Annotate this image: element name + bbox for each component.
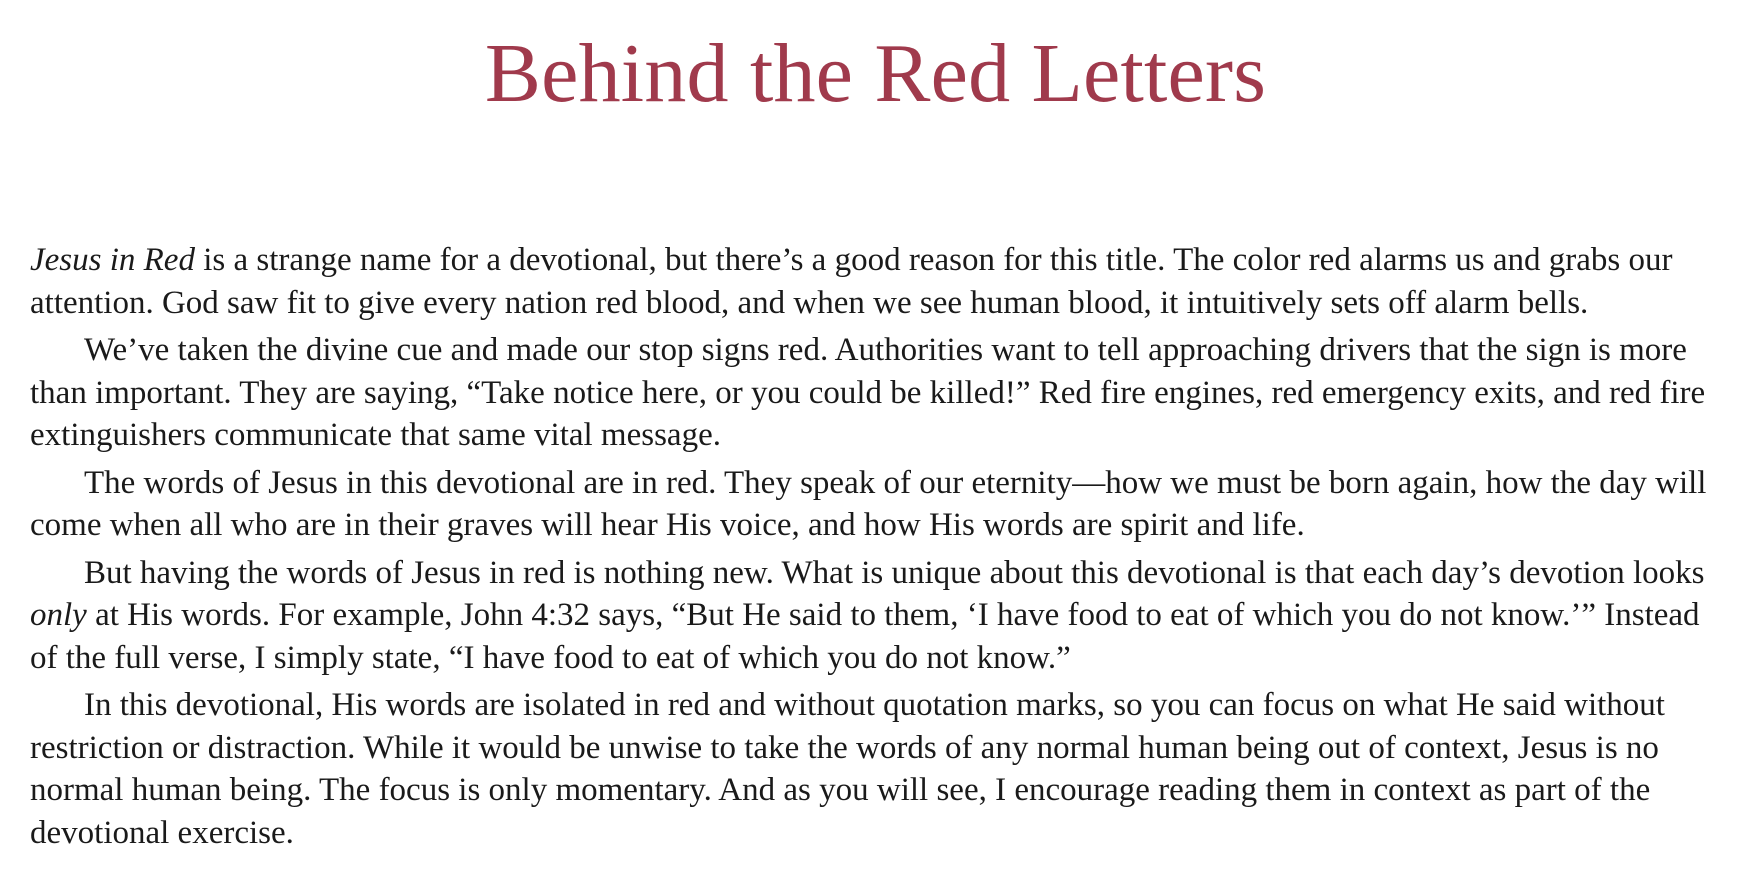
page-title: Behind the Red Letters	[484, 27, 1267, 120]
paragraph-1	[30, 239, 1721, 324]
paragraph-4-text-before: But having the words of Jesus in red is nothing new. What is unique about this devotional is that each day’s devotion looks	[84, 554, 1705, 591]
paragraph-5: In this devotional, His words are isolated in red and without quotation marks, so you can focus on what He said without restriction or distraction. While it would be unwise to take the words of any normal human being out of context, Jesus is no normal human being. The focus is only momentary. And as you will see, I encourage reading them in context as part of the devotional exercise.	[30, 687, 1665, 851]
paragraph-1-text: is a strange name for a devotional, but there’s a good reason for this title. The color red alarms us and grabs our attention. God saw fit to give every nation red blood, and when we see human blood, it intuitively sets off alarm bells.	[30, 242, 1673, 321]
book-title-italic: Jesus in Red	[30, 242, 195, 278]
document-body	[30, 239, 1721, 854]
paragraph-3: The words of Jesus in this devotional are in red. They speak of our eternity—how we must be born again, how the day will come when all who are in their graves will hear His voice, and how His words are spirit and life.	[30, 464, 1707, 543]
emphasis-only: only	[30, 597, 87, 633]
paragraph-2: We’ve taken the divine cue and made our stop signs red. Authorities want to tell approaching drivers that the sign is more than important. They are saying, “Take notice here, or you could be killed!” Red fire engines, red emergency exits, and red fire extinguishers communicate that same vital message.	[30, 332, 1706, 453]
paragraph-4-text-after: at His words. For example, John 4:32 says, “But He said to them, ‘I have food to eat of which you do not know.’” Instead of the full verse, I simply state, “I have food to eat of which you do not know.”	[30, 597, 1700, 676]
paragraph-4	[30, 552, 1721, 680]
